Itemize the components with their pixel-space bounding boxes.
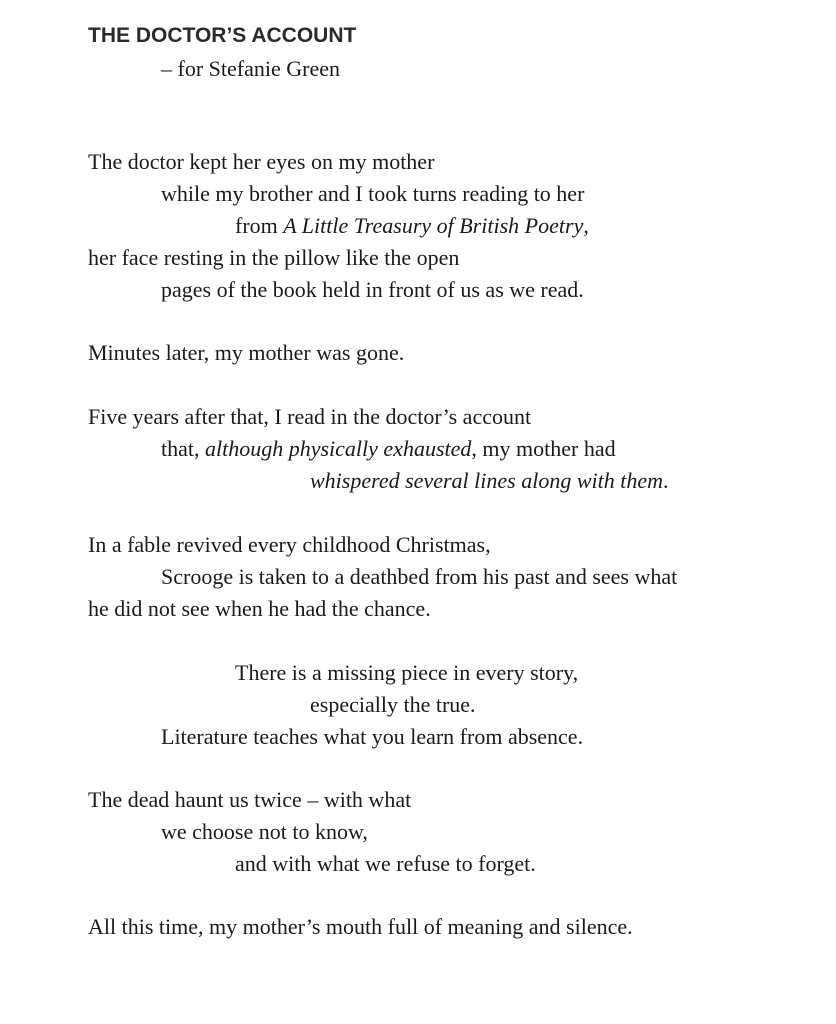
book-title: A Little Treasury of British Poetry (283, 213, 584, 238)
poem-line: her face resting in the pillow like the open (88, 245, 460, 270)
italic-quote: although physically exhausted (205, 436, 472, 461)
poem-line: The dead haunt us twice – with what (88, 787, 412, 812)
line-text: , (583, 213, 589, 238)
poem-line: pages of the book held in front of us as we read. (161, 277, 584, 302)
poem-line: Literature teaches what you learn from absence. (161, 724, 584, 749)
line-text: that, (161, 436, 205, 461)
poem-line: Minutes later, my mother was gone. (88, 340, 405, 365)
poem-line: especially the true. (310, 692, 476, 717)
poem-line: we choose not to know, (161, 819, 368, 844)
line-text: from (235, 213, 284, 238)
poem-line: and with what we refuse to forget. (235, 851, 536, 876)
poem-line (161, 435, 616, 463)
poem-line (235, 212, 589, 240)
poem-line (310, 467, 668, 495)
line-text: , my mother had (471, 436, 616, 461)
poem-line: while my brother and I took turns reading to her (161, 181, 585, 206)
poem-title: THE DOCTOR’S ACCOUNT (88, 24, 357, 47)
poem-line: In a fable revived every childhood Christmas, (88, 532, 491, 557)
poem-line: he did not see when he had the chance. (88, 596, 431, 621)
poem-line: Five years after that, I read in the doctor’s account (88, 404, 532, 429)
dedication: – for Stefanie Green (161, 56, 340, 81)
italic-quote: whispered several lines along with them (310, 468, 663, 493)
line-text: . (662, 468, 669, 493)
poem-line: All this time, my mother’s mouth full of meaning and silence. (88, 914, 633, 939)
poem-line: Scrooge is taken to a deathbed from his past and sees what (161, 564, 678, 589)
poem-line: The doctor kept her eyes on my mother (88, 149, 435, 174)
poem-line: There is a missing piece in every story, (235, 660, 579, 685)
